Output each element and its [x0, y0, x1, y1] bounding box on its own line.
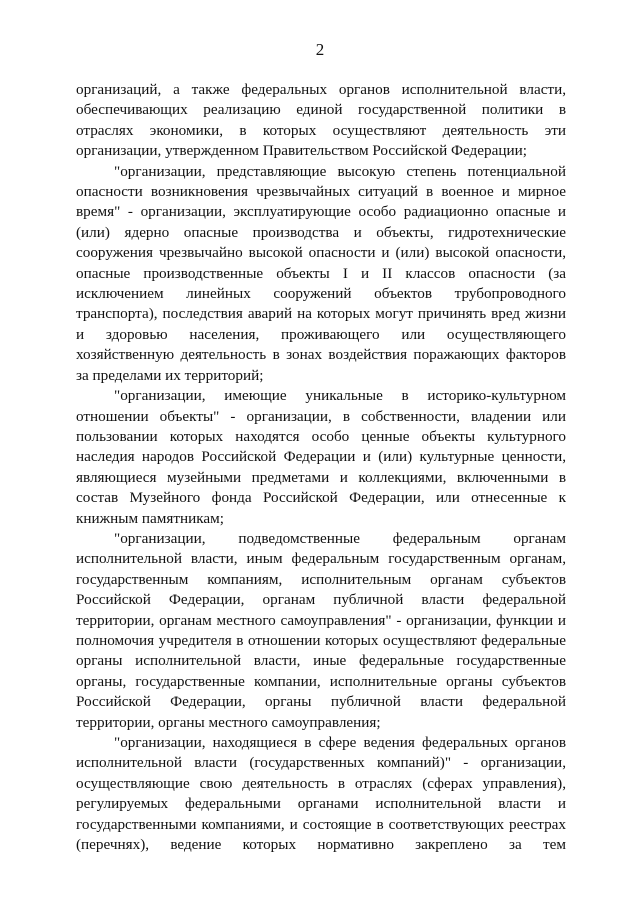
paragraph-subordinate-organizations: "организации, подведомственные федеральным органам исполнительной власти, иным федеральным государственным органам, государственным компаниям, исполнительным органам субъектов Российской Федерации, органам публичной власти федеральной территории, органам местного самоуправления" - организации, функции и полномочия учредителя в отношении которых осуществляют федеральные органы исполнительной власти, иные федеральные государственные органы, государственные компании, исполнительные органы субъектов Российской Федерации, органы публичной власти федеральной территории, органы местного самоуправления; — [76, 529, 566, 731]
page-number: 2 — [315, 40, 325, 59]
paragraph-unique-objects-organizations: "организации, имеющие уникальные в историко-культурном отношении объекты" - организации, в собственности, владении или пользовании которых находятся особо ценные объекты культурного наследия народов Российской Федерации и (или) культурные ценности, являющиеся музейными предметами и коллекциями, включенными в состав Музейного фонда Российской Федерации, или отнесенные к книжным памятникам; — [76, 387, 566, 527]
paragraph-jurisdiction-organizations: "организации, находящиеся в сфере ведения федеральных органов исполнительной власти (государственных компаний)" - организации, осуществляющие свою деятельность в отраслях (сферах управления), регулируемых федеральными органами исполнительной власти и государственными компаниями, и состоящие в соответствующих реестрах (перечнях), ведение которых нормативно закреплено за тем — [76, 734, 566, 854]
paragraph-continuation: организаций, а также федеральных органов исполнительной власти, обеспечивающих реализацию единой государственной политики в отраслях экономики, в которых осуществляют деятельность эти организации, утвержденном Правительством Российской Федерации; — [76, 81, 566, 160]
document-body — [76, 80, 566, 855]
paragraph-high-danger-organizations: "организации, представляющие высокую степень потенциальной опасности возникновения чрезвычайных ситуаций в военное и мирное время" - организации, эксплуатирующие особо радиационно опасные и (или) ядерно опасные производства и объекты, гидротехнические сооружения чрезвычайно высокой опасности и (или) высокой опасности, опасные производственные объекты I и II классов опасности (за исключением линейных сооружений объектов трубопроводного транспорта), последствия аварий на которых могут причинять вред жизни и здоровью населения, проживающего или осуществляющего хозяйственную деятельность в зонах воздействия поражающих факторов за пределами их территорий; — [76, 162, 566, 384]
